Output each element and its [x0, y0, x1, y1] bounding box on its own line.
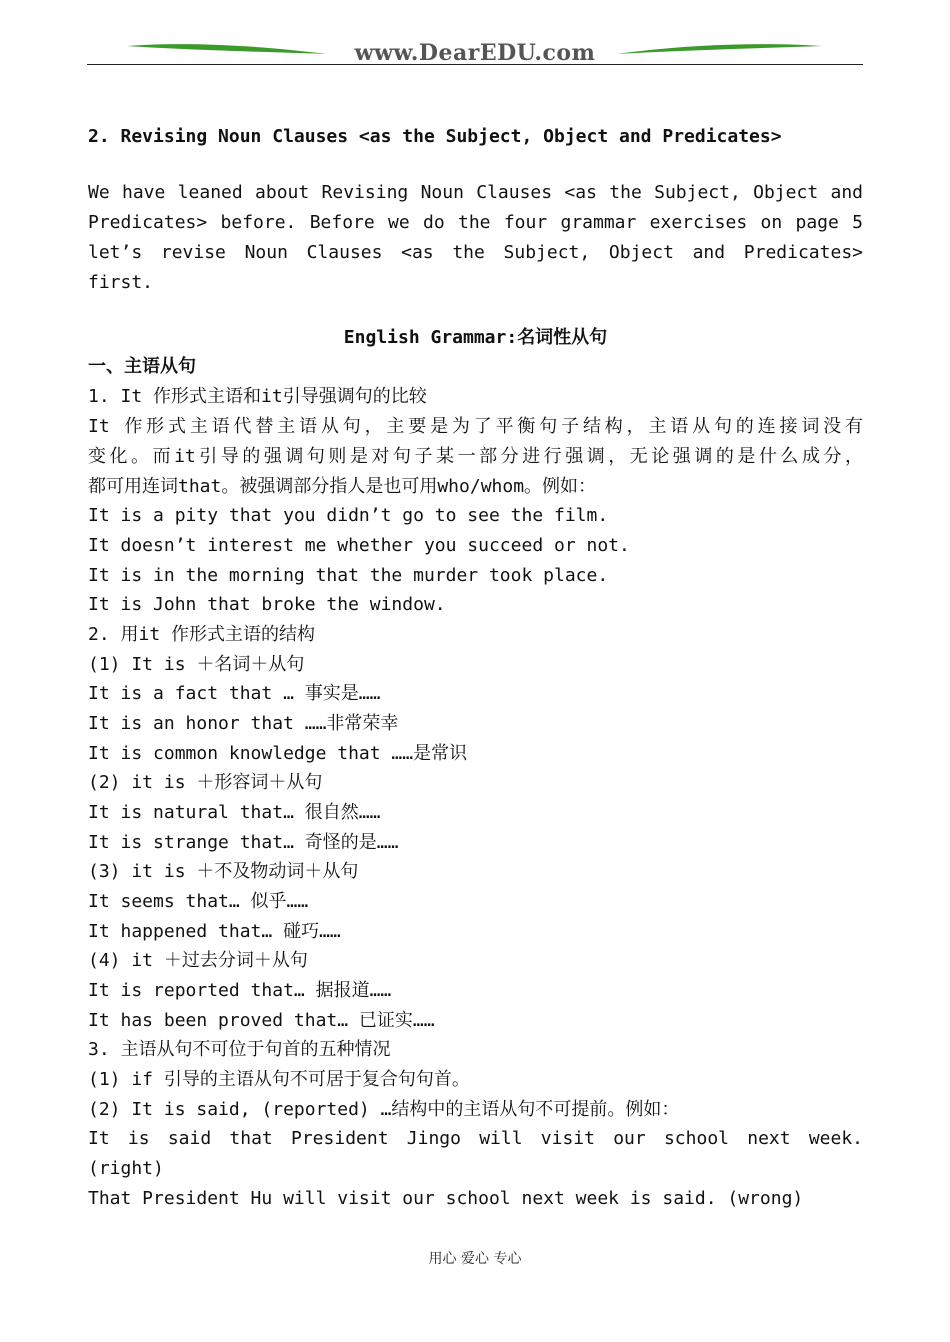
text-line: 变化。而it引导的强调句则是对句子某一部分进行强调，无论强调的是什么成分， [88, 446, 863, 467]
pattern-example: It is strange that… 奇怪的是…… [88, 832, 399, 853]
pattern-line: (2) it is ＋形容词＋从句 [88, 772, 323, 793]
pattern-example: It is an honor that ……非常荣幸 [88, 713, 399, 734]
pattern-example: It has been proved that… 已证实…… [88, 1010, 435, 1031]
text-line: 1. It 作形式主语和it引导强调句的比较 [88, 386, 427, 407]
page-footer: 用心 爱心 专心 [428, 1251, 522, 1267]
subheading: 3. 主语从句不可位于句首的五种情况 [88, 1039, 391, 1060]
example-sentence: (right) [88, 1158, 164, 1179]
rule-line: (1) if 引导的主语从句不可居于复合句句首。 [88, 1069, 470, 1090]
grammar-title: English Grammar:名词性从句 [343, 327, 608, 348]
example-sentence: It doesn’t interest me whether you succeed or not. [88, 535, 630, 556]
pattern-line: (1) It is ＋名词＋从句 [88, 654, 305, 675]
pattern-example: It seems that… 似乎…… [88, 891, 309, 912]
intro-line: Predicates> before. Before we do the four grammar exercises on page 5 [88, 212, 863, 233]
section-title: 2. Revising Noun Clauses <as the Subject, Object and Predicates> [88, 126, 782, 147]
example-sentence: That President Hu will visit our school next week is said. (wrong) [88, 1188, 804, 1209]
intro-line: let’s revise Noun Clauses <as the Subject, Object and Predicates> [88, 242, 863, 263]
text-line: It 作形式主语代替主语从句，主要是为了平衡句子结构，主语从句的连接词没有 [88, 416, 863, 437]
header-divider [87, 64, 863, 65]
intro-line: We have leaned about Revising Noun Clauses <as the Subject, Object and [88, 182, 863, 203]
pattern-example: It happened that… 碰巧…… [88, 921, 341, 942]
pattern-example: It is natural that… 很自然…… [88, 802, 381, 823]
pattern-line: (3) it is ＋不及物动词＋从句 [88, 861, 359, 882]
page-header [87, 34, 863, 70]
example-sentence: It is John that broke the window. [88, 594, 446, 615]
pattern-line: (4) it ＋过去分词＋从句 [88, 950, 308, 971]
pattern-example: It is common knowledge that ……是常识 [88, 743, 468, 764]
example-sentence: It is a pity that you didn’t go to see the film. [88, 505, 609, 526]
part-heading: 一、主语从句 [88, 356, 196, 377]
text-line: 都可用连词that。被强调部分指人是也可用who/whom。例如： [88, 476, 597, 497]
example-sentence: It is said that President Jingo will visit our school next week. [88, 1128, 863, 1149]
intro-line: first. [88, 272, 154, 293]
pattern-example: It is a fact that … 事实是…… [88, 683, 381, 704]
site-logo-text: www.DearEDU.com [354, 40, 596, 66]
subheading: 2. 用it 作形式主语的结构 [88, 624, 316, 645]
pattern-example: It is reported that… 据报道…… [88, 980, 392, 1001]
rule-line: (2) It is said, (reported) …结构中的主语从句不可提前。例如： [88, 1099, 680, 1120]
example-sentence: It is in the morning that the murder took place. [88, 565, 609, 586]
